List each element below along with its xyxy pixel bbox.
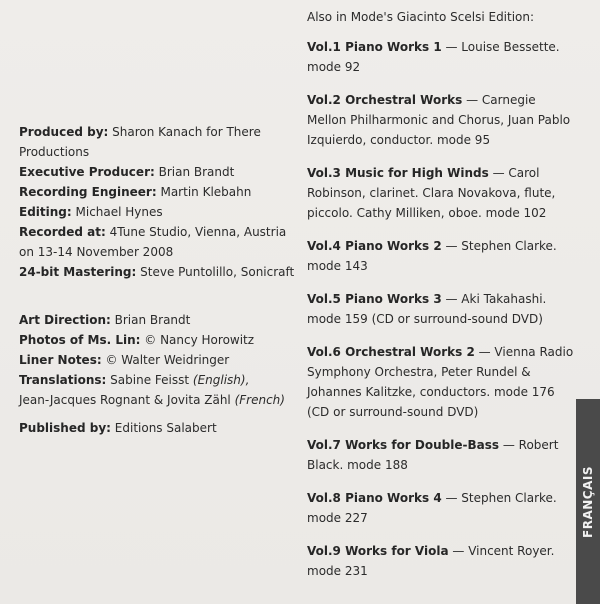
credit-translations-value2: Jean-Jacques Rognant & Jovita Zähl	[19, 393, 235, 407]
credit-engineer-label: Recording Engineer:	[19, 185, 157, 199]
vol-title: Vol.9 Works for Viola	[307, 544, 449, 558]
vol-item-5	[307, 289, 577, 329]
credit-translations-value: Sabine Feisst	[106, 373, 193, 387]
vol-item-8	[307, 488, 577, 528]
vol-title: Vol.8 Piano Works 4	[307, 491, 442, 505]
credit-art-value: Brian Brandt	[110, 313, 191, 327]
vol-item-1	[307, 37, 577, 77]
section-gap	[19, 282, 289, 302]
vol-title: Vol.7 Works for Double-Bass	[307, 438, 500, 452]
credit-recorded-value: 4Tune Studio, Vienna, Austria	[105, 225, 287, 239]
vol-details: — Vincent Royer. mode 231	[307, 544, 555, 578]
credit-recorded-date: on 13-14 November 2008	[19, 245, 174, 259]
vol-item-6	[307, 342, 577, 422]
vol-item-9	[307, 541, 577, 581]
vol-item-7	[307, 435, 577, 475]
vol-title: Vol.5 Piano Works 3	[307, 292, 442, 306]
credit-liner-label: Liner Notes:	[19, 353, 102, 367]
credit-published-value: Editions Salabert	[110, 421, 217, 435]
vol-details: — Louise Bessette. mode 92	[307, 40, 560, 74]
credit-translations	[19, 370, 289, 390]
vol-item-2	[307, 90, 577, 150]
credit-engineer	[19, 182, 289, 202]
credit-art	[19, 310, 289, 330]
vol-title: Vol.2 Orchestral Works	[307, 93, 463, 107]
vol-details: — Carol Robinson, clarinet. Clara Novakova, flute, piccolo. Cathy Milliken, oboe. mode 102	[307, 166, 556, 220]
credit-photos	[19, 330, 289, 350]
vol-details: — Stephen Clarke. mode 227	[307, 491, 557, 525]
vol-title: Vol.3 Music for High Winds	[307, 166, 489, 180]
credit-published	[19, 418, 289, 438]
editions-heading: Also in Mode's Giacinto Scelsi Edition:	[307, 10, 535, 24]
section-gap-small	[19, 302, 289, 310]
credit-executive-label: Executive Producer:	[19, 165, 155, 179]
credit-editing	[19, 202, 289, 222]
language-tab-label: FRANÇAIS	[581, 465, 595, 538]
credit-produced	[19, 122, 289, 162]
credit-photos-value: © Nancy Horowitz	[140, 333, 255, 347]
vol-details: — Robert Black. mode 188	[307, 438, 559, 472]
credit-produced-value: Sharon Kanach for There Productions	[19, 125, 261, 159]
credit-translations-lang1: (English),	[192, 373, 250, 387]
credit-editing-value: Michael Hynes	[71, 205, 163, 219]
credit-produced-label: Produced by:	[19, 125, 109, 139]
vol-details: — Aki Takahashi. mode 159 (CD or surround-sound DVD)	[307, 292, 547, 326]
credit-mastering-value: Steve Puntolillo, Sonicraft	[136, 265, 295, 279]
credit-translations-lang2: (French)	[234, 393, 285, 407]
credit-liner	[19, 350, 289, 370]
credit-editing-label: Editing:	[19, 205, 72, 219]
section-gap-small-2	[19, 410, 289, 418]
language-tab-label-wrap	[576, 399, 600, 604]
credit-published-label: Published by:	[19, 421, 111, 435]
credit-recorded	[19, 222, 289, 242]
credit-translations-cont	[19, 390, 289, 410]
vol-details: — Carnegie Mellon Philharmonic and Chorus, Juan Pablo Izquierdo, conductor. mode 95	[307, 93, 571, 147]
vol-details: — Stephen Clarke. mode 143	[307, 239, 557, 273]
credit-translations-label: Translations:	[19, 373, 107, 387]
credit-photos-label: Photos of Ms. Lin:	[19, 333, 141, 347]
credits-block	[19, 122, 295, 438]
vol-title: Vol.6 Orchestral Works 2	[307, 345, 475, 359]
vol-title: Vol.1 Piano Works 1	[307, 40, 442, 54]
credit-liner-value: © Walter Weidringer	[101, 353, 230, 367]
editions-list	[307, 7, 577, 594]
credit-engineer-value: Martin Klebahn	[156, 185, 252, 199]
vol-details: — Vienna Radio Symphony Orchestra, Peter Rundel & Johannes Kalitzke, conductors. mode 176 (CD or surround-sound DVD)	[307, 345, 574, 419]
vol-item-3	[307, 163, 577, 223]
vol-title: Vol.4 Piano Works 2	[307, 239, 442, 253]
credit-executive-value: Brian Brandt	[154, 165, 235, 179]
credit-mastering-label: 24-bit Mastering:	[19, 265, 137, 279]
credit-recorded-label: Recorded at:	[19, 225, 106, 239]
vol-item-4	[307, 236, 577, 276]
credit-art-label: Art Direction:	[19, 313, 111, 327]
credit-executive	[19, 162, 289, 182]
credit-mastering	[19, 262, 295, 282]
